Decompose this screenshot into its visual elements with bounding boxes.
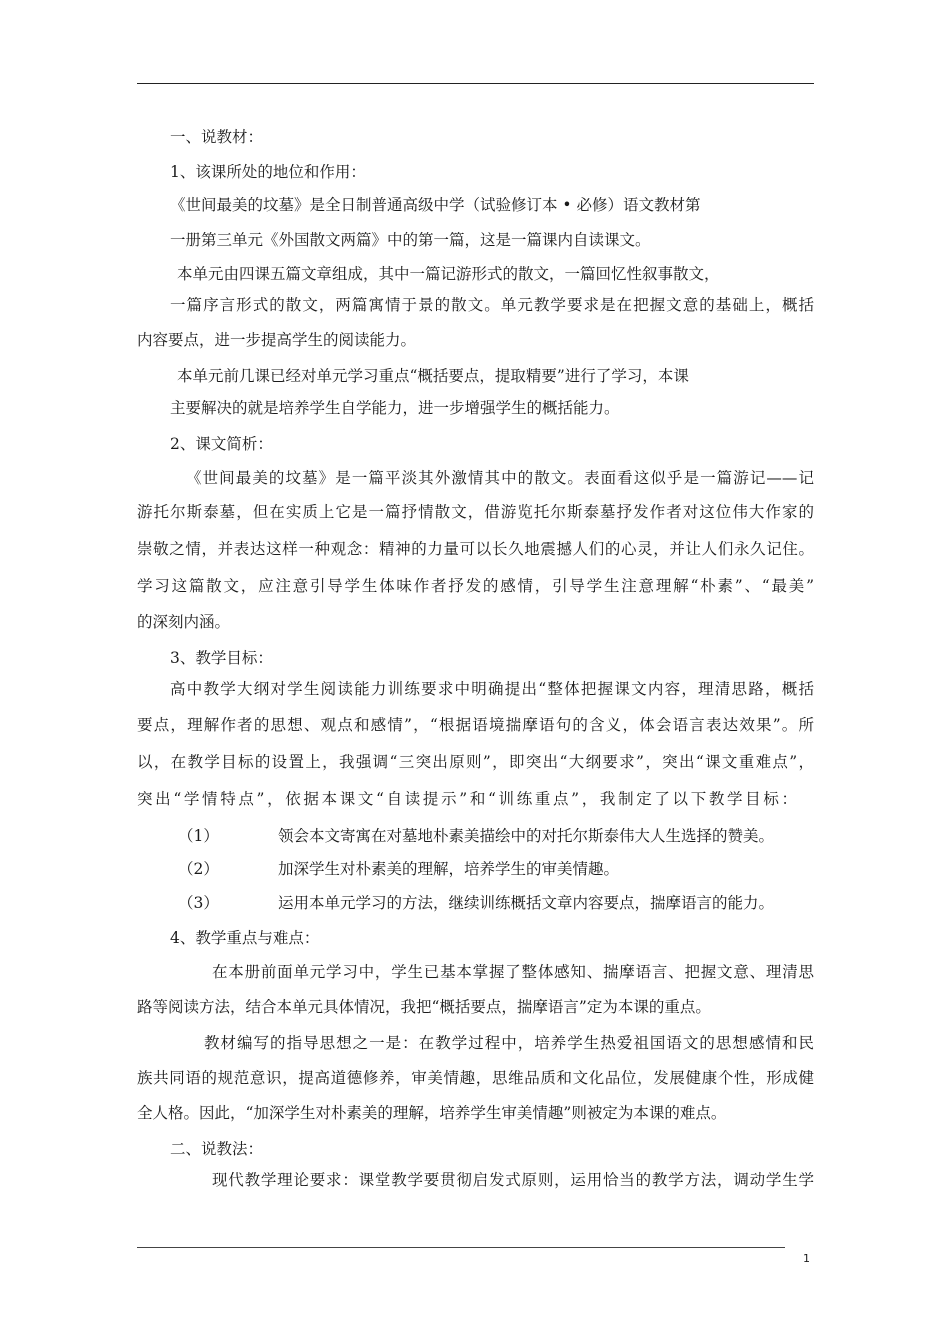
paragraph-line: 以，在教学目标的设置上，我强调“三突出原则”，即突出“大纲要求”，突出“课文重难点”， bbox=[137, 753, 814, 771]
paragraph-line: 在本册前面单元学习中，学生已基本掌握了整体感知、揣摩语言、把握文意、理清思 bbox=[212, 963, 814, 981]
paragraph-line: 路等阅读方法，结合本单元具体情况，我把“概括要点，揣摩语言”定为本课的重点。 bbox=[137, 998, 711, 1016]
paragraph-line: 游托尔斯泰墓，但在实质上它是一篇抒情散文，借游览托尔斯泰墓抒发作者对这位伟大作家的 bbox=[137, 503, 814, 521]
paragraph-line: 一篇序言形式的散文，两篇寓情于景的散文。单元教学要求是在把握文意的基础上，概括 bbox=[170, 296, 814, 314]
paragraph-line: 的深刻内涵。 bbox=[137, 613, 231, 631]
paragraph-line: 《世间最美的坟墓》是一篇平淡其外激情其中的散文。表面看这似乎是一篇游记——记 bbox=[186, 469, 814, 487]
paragraph-line: 内容要点，进一步提高学生的阅读能力。 bbox=[137, 331, 417, 349]
paragraph-line: 主要解决的就是培养学生自学能力，进一步增强学生的概括能力。 bbox=[170, 399, 620, 417]
paragraph-line: 本单元由四课五篇文章组成，其中一篇记游形式的散文，一篇回忆性叙事散文， bbox=[177, 265, 720, 283]
footer-rule bbox=[137, 1247, 785, 1248]
paragraph-line: 高中教学大纲对学生阅读能力训练要求中明确提出“整体把握课文内容，理清思路，概括 bbox=[170, 680, 814, 698]
subheading-position: 1、该课所处的地位和作用： bbox=[170, 163, 366, 181]
paragraph-line: 《世间最美的坟墓》是全日制普通高级中学（试验修订本 • 必修）语文教材第 bbox=[170, 196, 701, 214]
paragraph-line: 族共同语的规范意识，提高道德修养，审美情趣，思维品质和文化品位，发展健康个性，形成健 bbox=[137, 1069, 814, 1087]
subheading-analysis: 2、课文简析： bbox=[170, 435, 273, 453]
subheading-focus: 4、教学重点与难点： bbox=[170, 929, 320, 947]
paragraph-line: 全人格。因此，“加深学生对朴素美的理解，培养学生审美情趣”则被定为本课的难点。 bbox=[137, 1104, 727, 1122]
paragraph-line: 现代教学理论要求：课堂教学要贯彻启发式原则，运用恰当的教学方法，调动学生学 bbox=[212, 1171, 814, 1189]
section-heading-1: 一、说教材： bbox=[170, 128, 264, 146]
paragraph-line: 突出“学情特点”，依据本课文“自读提示”和“训练重点”，我制定了以下教学目标： bbox=[137, 790, 797, 808]
paragraph-line: 学习这篇散文，应注意引导学生体味作者抒发的感情，引导学生注意理解“朴素”、“最美” bbox=[137, 577, 814, 595]
paragraph-line: 一册第三单元《外国散文两篇》中的第一篇，这是一篇课内自读课文。 bbox=[170, 231, 651, 249]
objective-number: （1） bbox=[178, 827, 219, 845]
objective-number: （2） bbox=[178, 860, 219, 878]
objective-text: 加深学生对朴素美的理解，培养学生的审美情趣。 bbox=[278, 860, 620, 878]
section-heading-2: 二、说教法： bbox=[170, 1140, 264, 1158]
page-number: 1 bbox=[803, 1252, 810, 1265]
subheading-objectives: 3、教学目标： bbox=[170, 649, 273, 667]
paragraph-line: 要点，理解作者的思想、观点和感情”，“根据语境揣摩语句的含义，体会语言表达效果”。所 bbox=[137, 716, 814, 734]
objective-text: 领会本文寄寓在对墓地朴素美描绘中的对托尔斯泰伟大人生选择的赞美。 bbox=[278, 827, 775, 845]
objective-text: 运用本单元学习的方法，继续训练概括文章内容要点，揣摩语言的能力。 bbox=[278, 894, 775, 912]
objective-number: （3） bbox=[178, 894, 219, 912]
paragraph-line: 崇敬之情，并表达这样一种观念：精神的力量可以长久地震撼人们的心灵，并让人们永久记住。 bbox=[137, 540, 814, 558]
paragraph-line: 本单元前几课已经对单元学习重点“概括要点，提取精要”进行了学习，本课 bbox=[177, 367, 689, 385]
paragraph-line: 教材编写的指导思想之一是：在教学过程中，培养学生热爱祖国语文的思想感情和民 bbox=[204, 1034, 814, 1052]
header-rule bbox=[137, 83, 814, 84]
